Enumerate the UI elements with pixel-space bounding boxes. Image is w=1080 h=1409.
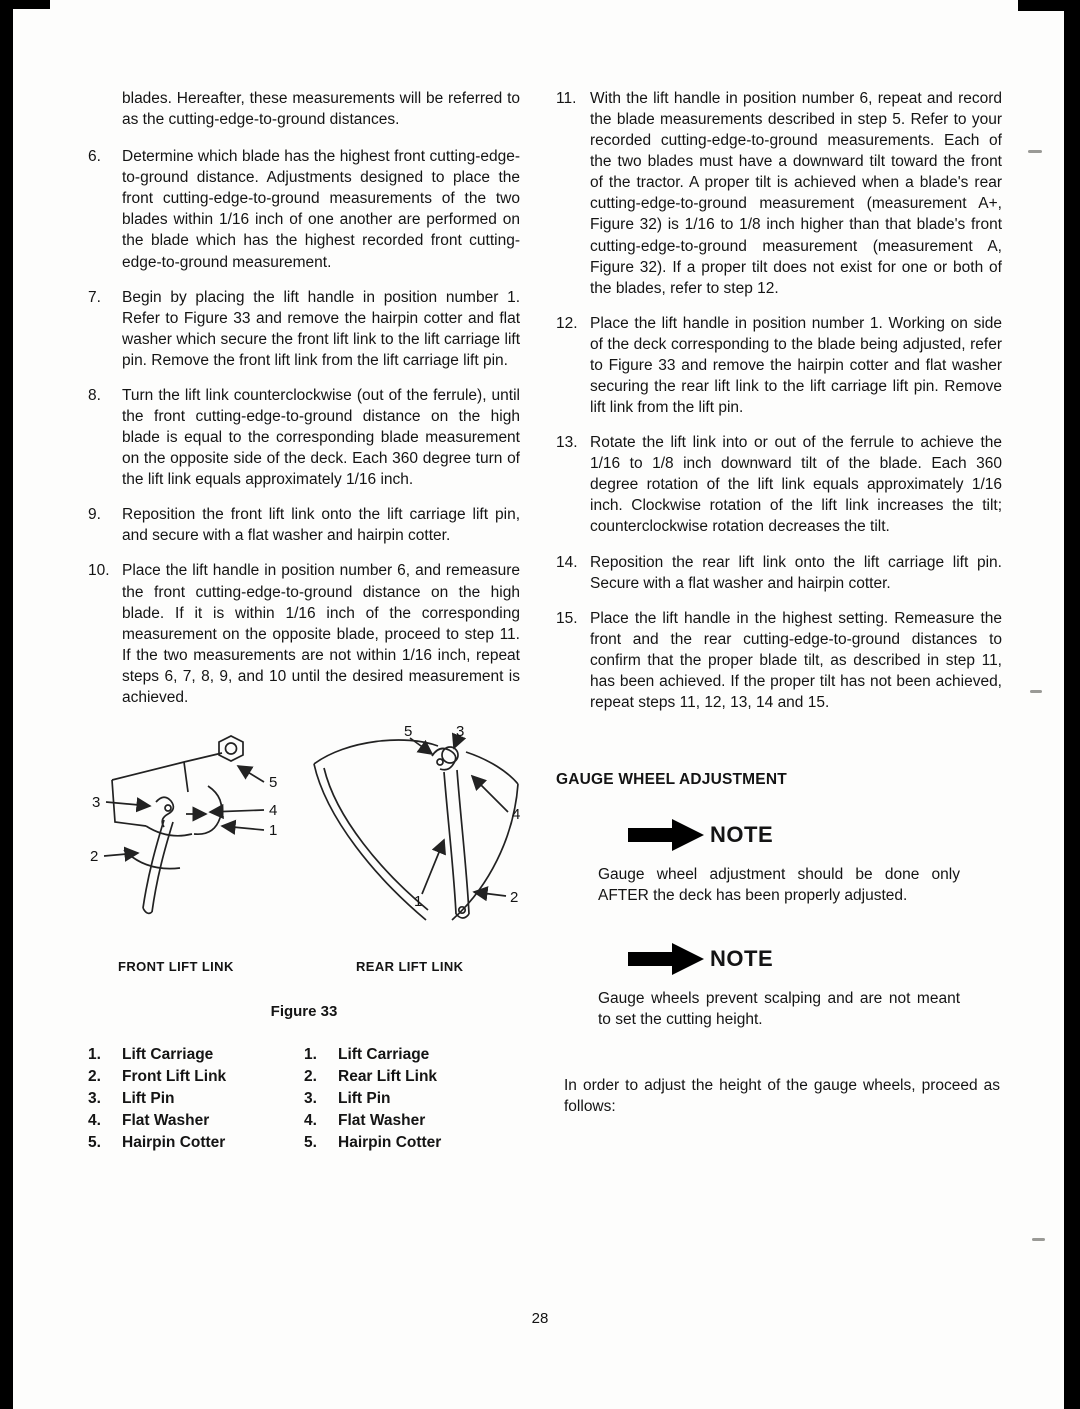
- item-text: Place the lift handle in position number 6, and remeasure the front cutting-edge-to-ground distance on the high blade. If it is within 1/16 inch of the corresponding measurement on the opposite blade, proceed to step 11. If the two measurements are not within 1/16 inch, repeat steps 6, 7, 8, 9, and 10 until the desired measurement is achieved.: [122, 562, 520, 706]
- list-item-7: [88, 287, 520, 371]
- callout-3: 3: [456, 723, 465, 741]
- item-text: Reposition the front lift link onto the lift carriage lift pin, and secure with a flat washer and hairpin cotter.: [122, 506, 520, 545]
- figure-caption: Figure 33: [270, 1003, 338, 1021]
- closing-paragraph: In order to adjust the height of the gauge wheels, proceed as follows:: [564, 1076, 1000, 1115]
- item-number: 6.: [88, 148, 101, 166]
- right-column: [556, 88, 1002, 1132]
- list-item-15: [556, 608, 1002, 713]
- scan-edge-right: [1064, 0, 1080, 1409]
- item-number: 13.: [556, 434, 578, 452]
- part-number: 2.: [88, 1068, 101, 1086]
- list-item: [88, 1110, 304, 1132]
- part-name: Lift Carriage: [122, 1046, 214, 1064]
- front-lift-link-drawing: [104, 736, 264, 913]
- list-item-8: [88, 385, 520, 490]
- part-number: 4.: [304, 1112, 317, 1130]
- list-item-9: [88, 504, 520, 546]
- list-item: [304, 1044, 520, 1066]
- part-name: Lift Pin: [122, 1090, 175, 1108]
- rear-lift-link-label: REAR LIFT LINK: [356, 959, 464, 975]
- item-number: 9.: [88, 506, 101, 524]
- front-lift-link-label: FRONT LIFT LINK: [118, 959, 234, 975]
- note-1-text: Gauge wheel adjustment should be done only AFTER the deck has been properly adjusted.: [598, 866, 960, 905]
- part-name: Lift Carriage: [338, 1046, 430, 1064]
- list-item-6: [88, 146, 520, 272]
- item-text: With the lift handle in position number 6, repeat and record the blade measurements described in step 5. Refer to your recorded cutting-edge-to-ground measurements. Each of the two blades must have a downward tilt toward the front of the tractor. A proper tilt is achieved when a blade's rear cutting-edge-to-ground measurement (measurement A+, Figure 32) is 1/16 to 1/8 inch higher than that blade's front cutting-edge-to-ground measurement (measurement A, Figure 32). If a proper tilt does not exist for one or both of the blades, refer to step 12.: [590, 90, 1002, 297]
- left-column: [88, 88, 520, 1154]
- list-item: [88, 1132, 304, 1154]
- callout-2: 2: [90, 848, 99, 866]
- item-number: 8.: [88, 386, 101, 404]
- callout-1: 1: [414, 893, 423, 911]
- part-number: 3.: [304, 1090, 317, 1108]
- note-label: NOTE: [710, 822, 774, 848]
- part-number: 1.: [304, 1046, 317, 1064]
- note-label: NOTE: [710, 946, 774, 972]
- part-name: Flat Washer: [122, 1112, 210, 1130]
- rear-parts-list: [304, 1044, 520, 1154]
- figure-labels: [88, 958, 520, 978]
- item-number: 11.: [556, 90, 577, 107]
- list-item: [88, 1044, 304, 1066]
- part-number: 1.: [88, 1046, 101, 1064]
- continuation-paragraph: blades. Hereafter, these measurements will be referred to as the cutting-edge-to-ground distances.: [122, 90, 520, 129]
- part-name: Rear Lift Link: [338, 1068, 438, 1086]
- lift-link-diagram: [88, 722, 520, 954]
- callout-1: 1: [269, 822, 278, 840]
- item-number: 12.: [556, 314, 578, 332]
- scan-artifact: [1032, 1238, 1045, 1241]
- parts-lists: [88, 1044, 520, 1154]
- front-parts-list: [88, 1044, 304, 1154]
- part-number: 5.: [88, 1134, 101, 1152]
- list-item: [304, 1132, 520, 1154]
- scan-corner-top-left: [0, 0, 50, 9]
- note-2-text: Gauge wheels prevent scalping and are not meant to set the cutting height.: [598, 990, 960, 1029]
- note-arrow-icon: [628, 942, 706, 976]
- figure-33: [88, 722, 520, 1154]
- callout-4: 4: [512, 806, 520, 824]
- callout-4: 4: [269, 802, 278, 820]
- part-name: Hairpin Cotter: [122, 1134, 226, 1152]
- part-number: 5.: [304, 1134, 317, 1152]
- part-name: Lift Pin: [338, 1090, 391, 1108]
- scan-corner-top-right: [1018, 0, 1080, 11]
- rear-lift-link-callouts: [404, 723, 520, 910]
- page-number: 28: [531, 1310, 549, 1327]
- part-number: 2.: [304, 1068, 317, 1086]
- item-text: Place the lift handle in the highest setting. Remeasure the front and the rear cutting-edge-to-ground distances to confirm that the proper blade tilt, as described in step 11, has been achieved. If the proper tilt has not been achieved, repeat steps 11, 12, 13, 14 and 15.: [590, 609, 1002, 712]
- list-item-13: [556, 432, 1002, 537]
- item-text: Place the lift handle in position number 1. Working on side of the deck corresponding to the blade being adjusted, refer to Figure 33 and remove the hairpin cotter and flat washer securing the rear lift link to the lift carriage lift pin. Remove lift link from the lift pin.: [590, 314, 1002, 417]
- item-text: Reposition the rear lift link onto the lift carriage lift pin. Secure with a flat washer and hairpin cotter.: [590, 553, 1002, 592]
- list-item-14: [556, 552, 1002, 594]
- list-item-11: [556, 88, 1002, 299]
- list-item-12: [556, 313, 1002, 418]
- callout-3: 3: [92, 794, 101, 812]
- part-number: 4.: [88, 1112, 101, 1130]
- scan-artifact: [1028, 150, 1042, 153]
- list-item: [88, 1066, 304, 1088]
- item-number: 10.: [88, 562, 110, 580]
- item-text: Rotate the lift link into or out of the ferrule to achieve the 1/16 to 1/8 inch downward tilt of the blade. Each 360 degree rotation of the lift link equals approximately 1/16 inch. Clockwise rotation of the lift link increases the tilt; counterclockwise rotation decreases the tilt.: [590, 434, 1002, 536]
- gauge-wheel-adjustment-heading: GAUGE WHEEL ADJUSTMENT: [556, 771, 787, 789]
- scan-artifact: [1030, 690, 1042, 693]
- scan-edge-left: [0, 0, 13, 1409]
- callout-2: 2: [510, 889, 519, 907]
- list-item: [304, 1088, 520, 1110]
- part-name: Hairpin Cotter: [338, 1134, 442, 1152]
- callout-5: 5: [404, 723, 413, 741]
- part-number: 3.: [88, 1090, 101, 1108]
- note-header: [628, 818, 1002, 852]
- item-number: 15.: [556, 609, 578, 627]
- note-arrow-icon: [628, 818, 706, 852]
- list-item-10: [88, 560, 520, 708]
- front-lift-link-callouts: [90, 774, 277, 865]
- item-text: Turn the lift link counterclockwise (out of the ferrule), until the front cutting-edge-to-ground distance on the high blade is equal to the corresponding blade measurement on the opposite side of the deck. Each 360 degree turn of the lift link equals approximately 1/16 inch.: [122, 386, 520, 489]
- note-header: [628, 942, 1002, 976]
- part-name: Front Lift Link: [122, 1068, 227, 1086]
- item-text: Begin by placing the lift handle in position number 1. Refer to Figure 33 and remove the hairpin cotter and flat washer which secure the front lift link to the lift carriage lift pin. Remove the front lift link from the lift carriage lift pin.: [122, 288, 520, 369]
- list-item: [88, 1088, 304, 1110]
- item-text: Determine which blade has the highest front cutting-edge-to-ground distance. Adjustments designed to place the front cutting-edge-to-ground measurements of the two blades within 1/16 inch of one another are performed on the blade which has the highest recorded front cutting-edge-to-ground measurement.: [122, 148, 520, 271]
- item-number: 14.: [556, 553, 578, 571]
- list-item: [304, 1110, 520, 1132]
- list-item: [304, 1066, 520, 1088]
- part-name: Flat Washer: [338, 1112, 426, 1130]
- callout-5: 5: [269, 774, 278, 792]
- item-number: 7.: [88, 288, 101, 306]
